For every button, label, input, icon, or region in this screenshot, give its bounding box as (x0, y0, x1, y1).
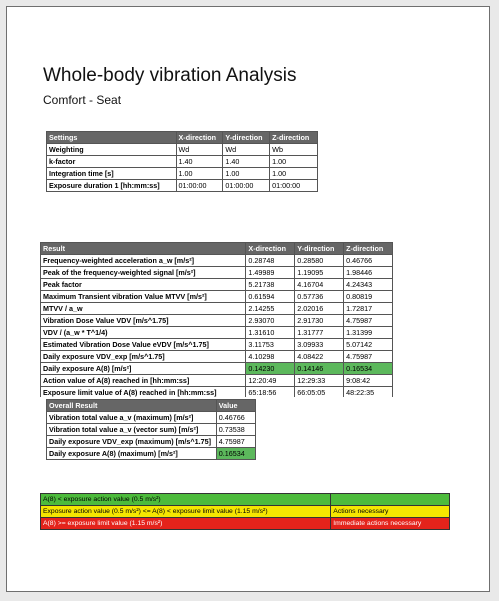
result-x: 4.10298 (246, 351, 295, 363)
result-y: 2.02016 (295, 303, 344, 315)
result-label: Frequency-weighted acceleration a_w [m/s²] (41, 255, 246, 267)
result-header-x: X-direction (246, 243, 295, 255)
result-y: 0.57736 (295, 291, 344, 303)
table-row (41, 363, 393, 375)
result-header-z: Z-direction (344, 243, 393, 255)
settings-x: Wd (176, 144, 223, 156)
result-label: Exposure limit value of A(8) reached in [hh:mm:ss] (41, 387, 246, 398)
result-x: 1.49989 (246, 267, 295, 279)
result-z: 9:08:42 (344, 375, 393, 387)
settings-y: 1.40 (223, 156, 270, 168)
overall-value: 0.46766 (216, 412, 255, 424)
result-z: 0.80819 (344, 291, 393, 303)
overall-header-value: Value (216, 400, 255, 412)
overall-value: 0.16534 (216, 448, 255, 460)
legend-condition: A(8) >= exposure limit value (1.15 m/s²) (41, 518, 331, 530)
result-y: 4.08422 (295, 351, 344, 363)
table-row (41, 315, 393, 327)
table-row (41, 375, 393, 387)
result-header-row (41, 243, 393, 255)
report-subtitle: Comfort - Seat (43, 93, 122, 107)
result-y: 0.28580 (295, 255, 344, 267)
result-y: 3.09933 (295, 339, 344, 351)
settings-y: 01:00:00 (223, 180, 270, 192)
settings-header-z: Z-direction (270, 132, 318, 144)
result-x: 12:20:49 (246, 375, 295, 387)
result-table (40, 242, 393, 397)
settings-label: Exposure duration 1 [hh:mm:ss] (47, 180, 177, 192)
result-x: 0.14230 (246, 363, 295, 375)
table-row (47, 436, 256, 448)
result-y: 1.19095 (295, 267, 344, 279)
result-x: 2.93070 (246, 315, 295, 327)
settings-label: Weighting (47, 144, 177, 156)
result-label: Estimated Vibration Dose Value eVDV [m/s^1.75] (41, 339, 246, 351)
result-header-y: Y-direction (295, 243, 344, 255)
exposure-legend (40, 493, 450, 530)
settings-z: 1.00 (270, 156, 318, 168)
settings-header-x: X-direction (176, 132, 223, 144)
settings-label: k-factor (47, 156, 177, 168)
settings-label: Integration time [s] (47, 168, 177, 180)
result-z: 4.75987 (344, 351, 393, 363)
result-y: 1.31777 (295, 327, 344, 339)
result-label: VDV / (a_w * T^1/4) (41, 327, 246, 339)
legend-condition: Exposure action value (0.5 m/s²) <= A(8) < exposure limit value (1.15 m/s²) (41, 506, 331, 518)
legend-row-green (41, 494, 450, 506)
result-label: Action value of A(8) reached in [hh:mm:ss] (41, 375, 246, 387)
overall-label: Vibration total value a_v (maximum) [m/s²] (47, 412, 217, 424)
table-row (41, 279, 393, 291)
result-z: 1.72817 (344, 303, 393, 315)
settings-z: 1.00 (270, 168, 318, 180)
settings-x: 1.40 (176, 156, 223, 168)
table-row (41, 267, 393, 279)
result-z: 5.07142 (344, 339, 393, 351)
overall-value: 0.73538 (216, 424, 255, 436)
overall-header: Overall Result (47, 400, 217, 412)
result-table-viewport[interactable] (40, 242, 394, 397)
legend-action: Immediate actions necessary (331, 518, 450, 530)
report-title: Whole-body vibration Analysis (43, 65, 297, 86)
table-row (47, 180, 318, 192)
legend-condition: A(8) < exposure action value (0.5 m/s²) (41, 494, 331, 506)
settings-x: 1.00 (176, 168, 223, 180)
result-y: 12:29:33 (295, 375, 344, 387)
result-label: Daily exposure A(8) [m/s²] (41, 363, 246, 375)
legend-action (331, 494, 450, 506)
result-label: Daily exposure VDV_exp [m/s^1.75] (41, 351, 246, 363)
result-x: 5.21738 (246, 279, 295, 291)
legend-action: Actions necessary (331, 506, 450, 518)
settings-y: 1.00 (223, 168, 270, 180)
settings-z: 01:00:00 (270, 180, 318, 192)
overall-label: Daily exposure VDV_exp (maximum) [m/s^1.75] (47, 436, 217, 448)
table-row (41, 255, 393, 267)
result-x: 3.11753 (246, 339, 295, 351)
result-label: MTVV / a_w (41, 303, 246, 315)
legend-row-yellow (41, 506, 450, 518)
result-label: Peak of the frequency-weighted signal [m/s²] (41, 267, 246, 279)
settings-header-y: Y-direction (223, 132, 270, 144)
result-x: 1.31610 (246, 327, 295, 339)
settings-header: Settings (47, 132, 177, 144)
table-row (41, 327, 393, 339)
result-x: 2.14255 (246, 303, 295, 315)
table-row (41, 387, 393, 398)
settings-z: Wb (270, 144, 318, 156)
result-y: 0.14146 (295, 363, 344, 375)
result-y: 4.16704 (295, 279, 344, 291)
overall-value: 4.75987 (216, 436, 255, 448)
table-row (47, 412, 256, 424)
overall-header-row (47, 400, 256, 412)
settings-table (46, 131, 318, 192)
result-z: 4.24343 (344, 279, 393, 291)
table-row (47, 448, 256, 460)
result-z: 0.46766 (344, 255, 393, 267)
result-y: 66:05:05 (295, 387, 344, 398)
table-row (47, 168, 318, 180)
table-row (47, 144, 318, 156)
result-label: Vibration Dose Value VDV [m/s^1.75] (41, 315, 246, 327)
overall-label: Vibration total value a_v (vector sum) [m/s²] (47, 424, 217, 436)
settings-x: 01:00:00 (176, 180, 223, 192)
result-z: 1.31399 (344, 327, 393, 339)
table-row (41, 339, 393, 351)
table-row (47, 156, 318, 168)
result-x: 0.61594 (246, 291, 295, 303)
result-y: 2.91730 (295, 315, 344, 327)
result-z: 4.75987 (344, 315, 393, 327)
overall-table (46, 399, 256, 460)
result-header: Result (41, 243, 246, 255)
table-row (41, 351, 393, 363)
table-row (47, 424, 256, 436)
result-z: 48:22:35 (344, 387, 393, 398)
settings-y: Wd (223, 144, 270, 156)
table-row (41, 291, 393, 303)
settings-header-row (47, 132, 318, 144)
table-row (41, 303, 393, 315)
overall-label: Daily exposure A(8) (maximum) [m/s²] (47, 448, 217, 460)
result-z: 0.16534 (344, 363, 393, 375)
result-x: 65:18:56 (246, 387, 295, 398)
result-label: Peak factor (41, 279, 246, 291)
legend-row-red (41, 518, 450, 530)
result-z: 1.98446 (344, 267, 393, 279)
result-x: 0.28748 (246, 255, 295, 267)
result-label: Maximum Transient vibration Value MTVV [m/s²] (41, 291, 246, 303)
